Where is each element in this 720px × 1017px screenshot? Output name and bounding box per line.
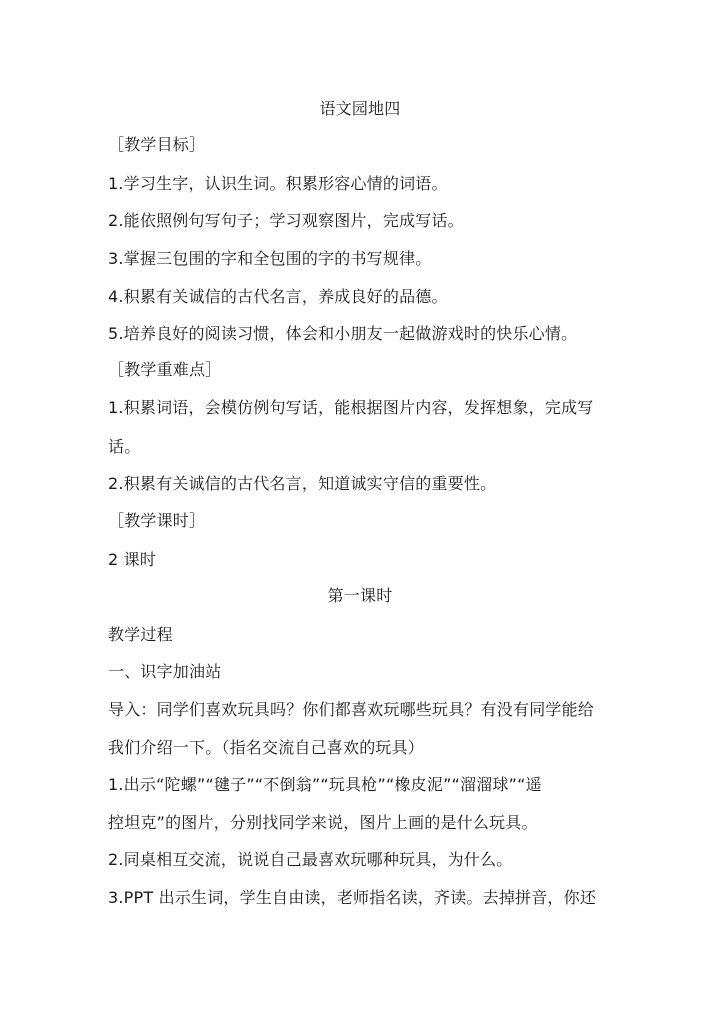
step-line: 2.同桌相互交流，说说自己最喜欢玩哪种玩具，为什么。 bbox=[108, 850, 513, 869]
section-heading-key-points: ［教学重难点］ bbox=[108, 360, 222, 379]
section-heading-goals: ［教学目标］ bbox=[108, 135, 206, 154]
section-heading-hours: ［教学课时］ bbox=[108, 511, 206, 530]
step-line: 3.PPT 出示生词，学生自由读，老师指名读，齐读。去掉拼音，你还 bbox=[108, 888, 597, 907]
intro-line: 导入：同学们喜欢玩具吗？你们都喜欢玩哪些玩具？有没有同学能给 bbox=[108, 700, 595, 719]
part-heading: 一、识字加油站 bbox=[108, 662, 222, 681]
goal-item: 3.掌握三包围的字和全包围的字的书写规律。 bbox=[108, 249, 432, 268]
document-title: 语文园地四 bbox=[319, 99, 401, 118]
goal-item: 1.学习生字，认识生词。积累形容心情的词语。 bbox=[108, 174, 448, 193]
key-point-line: 2.积累有关诚信的古代名言，知道诚实守信的重要性。 bbox=[108, 474, 497, 493]
key-point-line: 1.积累词语，会模仿例句写话，能根据图片内容，发挥想象，完成写 bbox=[108, 398, 594, 417]
hours-text: 2 课时 bbox=[108, 550, 157, 569]
process-heading: 教学过程 bbox=[108, 625, 173, 644]
goal-item: 5.培养良好的阅读习惯，体会和小朋友一起做游戏时的快乐心情。 bbox=[108, 324, 578, 343]
goal-item: 2.能依照例句写句子；学习观察图片，完成写话。 bbox=[108, 211, 464, 230]
step-line: 控坦克”的图片，分别找同学来说，图片上画的是什么玩具。 bbox=[108, 813, 538, 832]
key-point-line: 话。 bbox=[108, 437, 141, 456]
goal-item: 4.积累有关诚信的古代名言，养成良好的品德。 bbox=[108, 287, 448, 306]
lesson-title: 第一课时 bbox=[327, 586, 393, 605]
intro-line: 我们介绍一下。（指名交流自己喜欢的玩具） bbox=[108, 738, 425, 757]
step-line: 1.出示“陀螺”“毽子”“不倒翁”“玩具枪”“橡皮泥”“溜溜球”“遥 bbox=[108, 775, 542, 794]
